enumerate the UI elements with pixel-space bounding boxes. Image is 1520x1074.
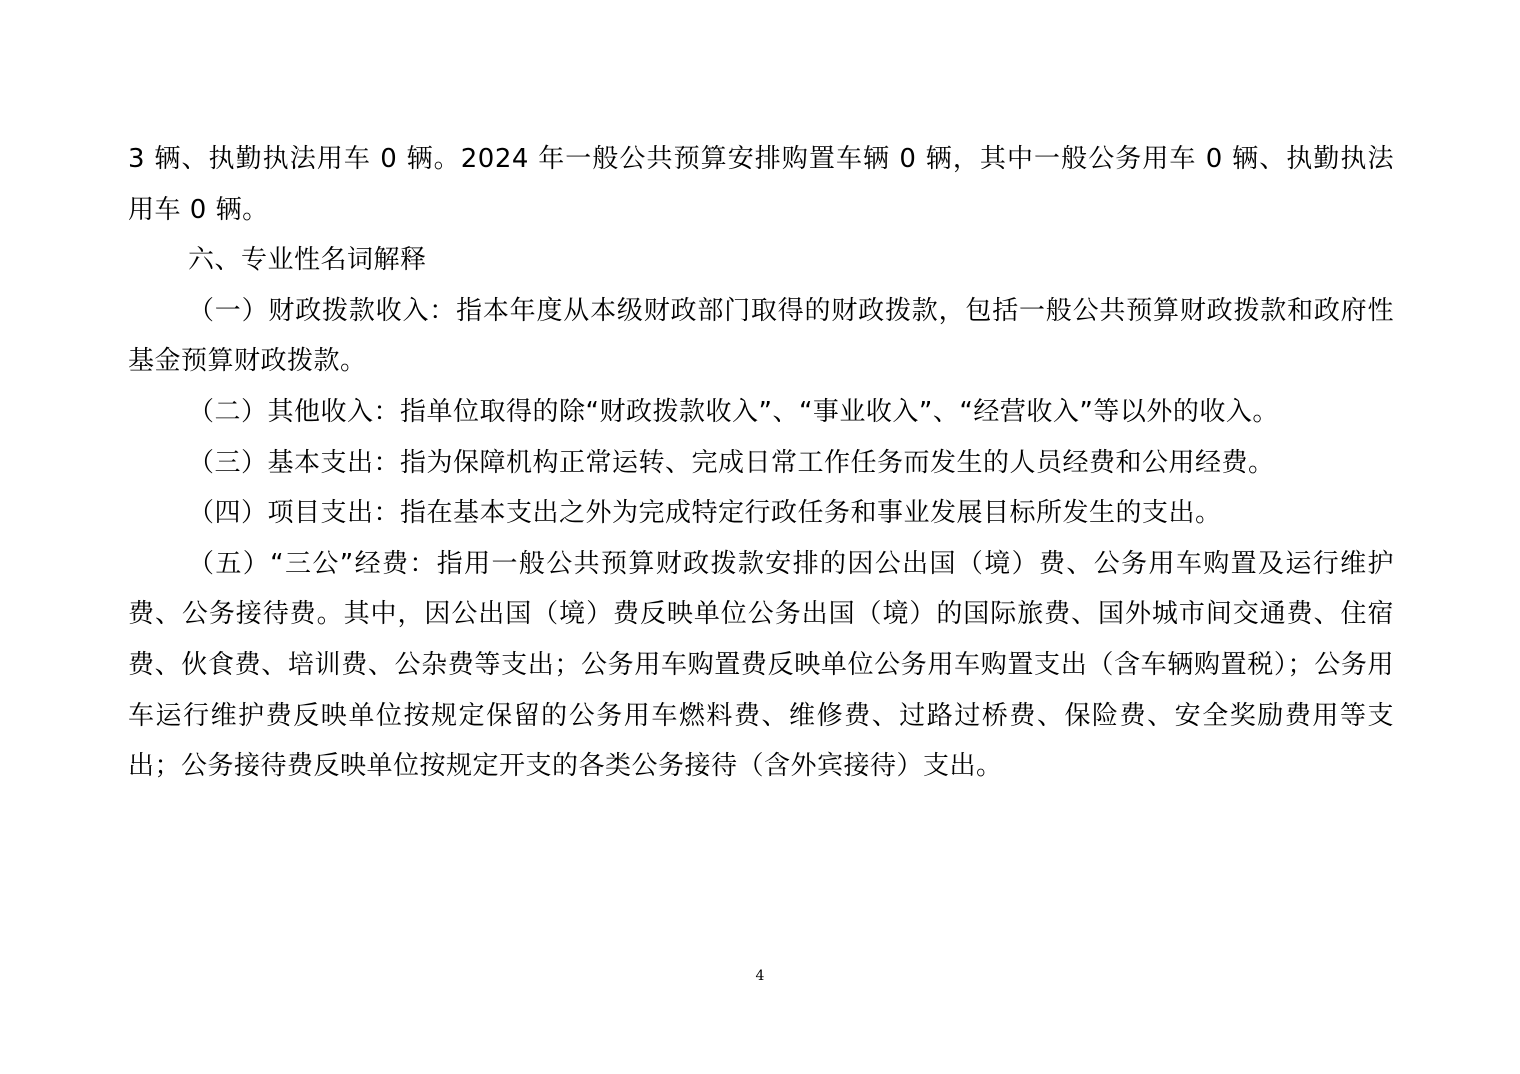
page-content bbox=[128, 134, 1394, 792]
paragraph-vehicle-continuation: 3 辆、执勤执法用车 0 辆。2024 年一般公共预算安排购置车辆 0 辆，其中一般公务用车 0 辆、执勤执法用车 0 辆。 bbox=[128, 144, 1394, 225]
paragraph-other-income: （二）其他收入：指单位取得的除“财政拨款收入”、“事业收入”、“经营收入”等以外的收入。 bbox=[188, 396, 1279, 427]
section-heading-terms: 六、专业性名词解释 bbox=[188, 245, 427, 276]
paragraph-basic-expenditure: （三）基本支出：指为保障机构正常运转、完成日常工作任务而发生的人员经费和公用经费。 bbox=[188, 447, 1275, 478]
page-number: 4 bbox=[755, 968, 765, 984]
paragraph-project-expenditure: （四）项目支出：指在基本支出之外为完成特定行政任务和事业发展目标所发生的支出。 bbox=[188, 498, 1222, 529]
paragraph-three-public-expenses: （五）“三公”经费：指用一般公共预算财政拨款安排的因公出国（境）费、公务用车购置及运行维护费、公务接待费。其中，因公出国（境）费反映单位公务出国（境）的国际旅费、国外城市间交通费、住宿费、伙食费、培训费、公杂费等支出；公务用车购置费反映单位公务用车购置支出（含车辆购置税）；公务用车运行维护费反映单位按规定保留的公务用车燃料费、维修费、过路过桥费、保险费、安全奖励费用等支出；公务接待费反映单位按规定开支的各类公务接待（含外宾接待）支出。 bbox=[128, 548, 1394, 782]
paragraph-fiscal-appropriation-income: （一）财政拨款收入：指本年度从本级财政部门取得的财政拨款，包括一般公共预算财政拨款和政府性基金预算财政拨款。 bbox=[128, 295, 1394, 377]
